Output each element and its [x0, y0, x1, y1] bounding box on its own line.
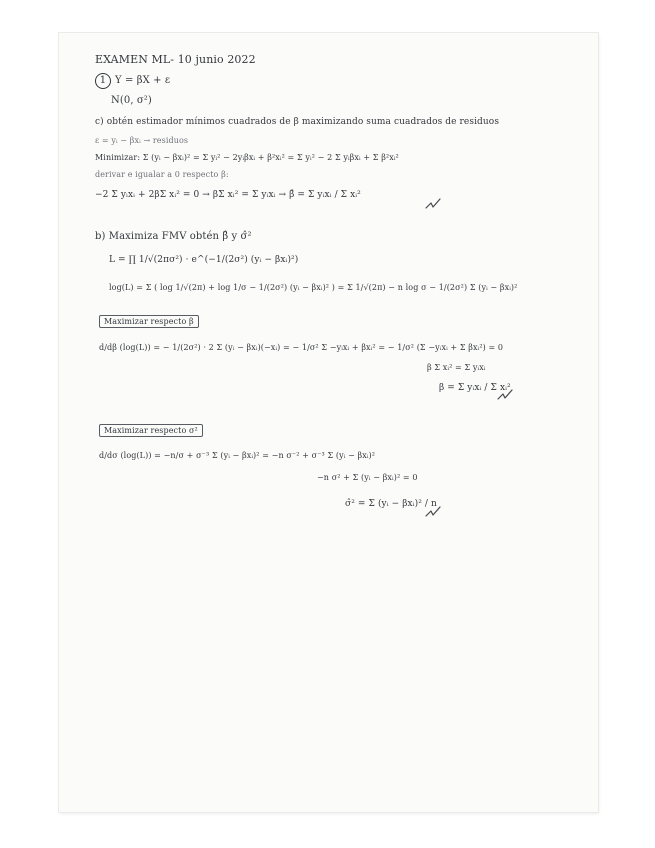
checkmark-icon	[497, 390, 513, 402]
checkmark-icon	[425, 199, 441, 211]
exam-sheet	[59, 33, 598, 812]
question-line	[95, 73, 170, 89]
beta-step: β Σ xᵢ² = Σ yᵢxᵢ	[427, 363, 486, 372]
beta-result: β = Σ yᵢxᵢ / Σ xᵢ²	[439, 383, 511, 393]
derive-note: derivar e igualar a 0 respecto β:	[95, 170, 229, 179]
maximize-sigma-label: Maximizar respecto σ²	[99, 424, 203, 437]
checkmark-icon	[425, 507, 441, 519]
maximize-beta-box	[99, 317, 199, 326]
model-equation: Y = βX + ε	[115, 75, 171, 86]
minimize-equation: Minimizar: Σ (yᵢ − βxᵢ)² = Σ yᵢ² − 2yᵢβxᵢ + β²xᵢ² = Σ yᵢ² − 2 Σ yᵢβxᵢ + Σ β²xᵢ²	[95, 153, 399, 162]
part-b-heading: b) Maximiza FMV obtén β̂ y σ̂²	[95, 231, 252, 242]
likelihood-equation: L = ∏ 1/√(2πσ²) · e^(−1/(2σ²) (yᵢ − βxᵢ)²)	[109, 255, 299, 265]
beta-ls-derivation: −2 Σ yᵢxᵢ + 2βΣ xᵢ² = 0 → βΣ xᵢ² = Σ yᵢxᵢ → β̂ = Σ yᵢxᵢ / Σ xᵢ²	[95, 190, 361, 200]
question-number-badge: 1	[95, 73, 111, 89]
maximize-beta-label: Maximizar respecto β	[99, 315, 199, 328]
sigma-derivative-equation: d/dσ (log(L)) = −n/σ + σ⁻³ Σ (yᵢ − βxᵢ)² = −n σ⁻² + σ⁻³ Σ (yᵢ − βxᵢ)²	[99, 451, 376, 460]
beta-derivative-equation: d/dβ (log(L)) = − 1/(2σ²) · 2 Σ (yᵢ − βxᵢ)(−xᵢ) = − 1/σ² Σ −yᵢxᵢ + βxᵢ² = − 1/σ² (Σ −yᵢxᵢ + Σ βxᵢ²) = 0	[99, 343, 504, 352]
log-likelihood-equation: log(L) = Σ ( log 1/√(2π) + log 1/σ − 1/(2σ²) (yᵢ − βxᵢ)² ) = Σ 1/√(2π) − n log σ − 1/(2σ²) Σ (yᵢ − βxᵢ)²	[109, 283, 518, 292]
noise-distribution: N(0, σ²)	[111, 95, 152, 106]
exam-title: EXAMEN ML- 10 junio 2022	[95, 53, 256, 66]
sigma-step: −n σ² + Σ (yᵢ − βxᵢ)² = 0	[317, 473, 418, 482]
maximize-sigma-box	[99, 426, 203, 435]
part-c-heading: c) obtén estimador mínimos cuadrados de β maximizando suma cuadrados de residuos	[95, 117, 500, 127]
residual-definition: ε = yᵢ − βxᵢ → residuos	[95, 136, 189, 145]
sigma-result: σ̂² = Σ (yᵢ − βxᵢ)² / n	[345, 499, 437, 509]
